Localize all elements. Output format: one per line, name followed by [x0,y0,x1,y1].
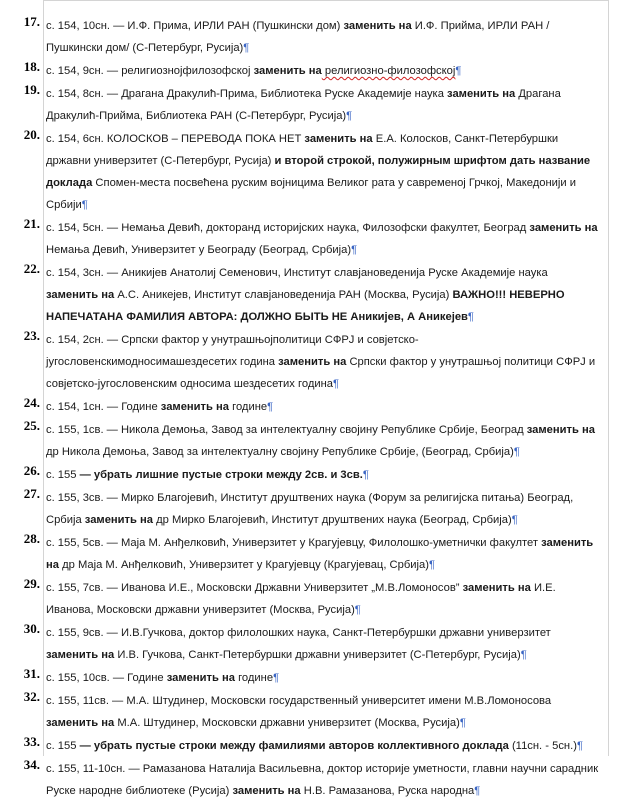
list-item [0,464,631,486]
pilcrow-mark: ¶ [346,110,353,122]
text-run: А.С. Аникејев, Институт славјановеденија РАН (Москва, Русија) [114,289,453,301]
list-item [0,758,631,802]
list-item [0,60,631,82]
list-item [0,128,631,216]
list-number: 27. [23,486,40,501]
text-run: с. 154, 2сн. — Српски фактор у унутрашњојполитици СФРЈ и совјетско-југословенскимодносимашездесетих година [46,334,419,368]
entry-text[interactable] [46,577,602,621]
text-run: И.Ф. Прийма, ИРЛИ РАН /Пушкински дом/ (С-Петербург, Русија) [46,20,550,54]
text-run: Спомен-места посвећена руским војницима Великог рата у савременој Грчкој, Македонији и Србији [46,177,580,211]
list-item [0,329,631,395]
pilcrow-mark: ¶ [267,401,274,413]
list-number: 31. [23,666,40,681]
document-body [0,14,631,808]
pilcrow-mark: ¶ [520,649,527,661]
entry-text[interactable] [46,667,602,689]
list-item [0,735,631,757]
pilcrow-mark: ¶ [459,717,466,729]
text-run: године [234,672,274,684]
text-run: М.А. Штудинер, Московски државни универзитет (Москва, Русија) [114,717,460,729]
list-number: 21. [23,216,40,231]
pilcrow-mark: ¶ [333,378,340,390]
list-number: 32. [23,689,40,704]
pilcrow-mark: ¶ [474,785,481,797]
text-run: с. 155, 5св. — Маја М. Анђелковић, Универзитет у Крагујевцу, Филолошко-уметнички факултет [46,537,542,549]
entry-text[interactable] [46,262,602,328]
pilcrow-mark: ¶ [354,604,361,616]
pilcrow-mark: ¶ [576,740,583,752]
entry-text[interactable] [46,329,602,395]
text-run: с. 155, 10св. — Године [46,672,167,684]
instruction-text: заменить на [160,401,229,413]
pilcrow-mark: ¶ [81,199,88,211]
entry-text[interactable] [46,735,602,757]
pilcrow-mark: ¶ [273,672,280,684]
text-run: Н.В. Рамазанова, Руска народна [300,785,475,797]
text-run: с. 155 [46,469,80,481]
text-run: др Мирко Благојевић, Институт друштвених наука (Београд, Србија) [153,514,512,526]
entry-text[interactable] [46,396,602,418]
pilcrow-mark: ¶ [513,446,520,458]
text-run: с. 154, 1сн. — Године [46,401,161,413]
instruction-text: — убрать лишние пустые строки между 2св. и 3св. [79,469,363,481]
instruction-text: заменить на [447,88,516,100]
text-run: Драгана Дракулић-Прийма, Библиотека РАН (С-Петербург, Русија) [46,88,564,122]
list-number: 24. [23,395,40,410]
list-item [0,83,631,127]
text-run: године [229,401,268,413]
instruction-text: заменить на [526,424,595,436]
instruction-text: заменить на [46,649,115,661]
text-run: И.В. Гучкова, Санкт-Петербуршки државни универзитет (С-Петербург, Русија) [114,649,521,661]
entry-text[interactable] [46,758,602,802]
instruction-text: заменить на [343,20,412,32]
text-run: с. 155, 3св. — Мирко Благојевић, Институт друштвених наука (Форум за религијска питања) Београд, Србија [46,492,577,526]
instruction-text: заменить на [46,537,597,571]
list-number: 28. [23,531,40,546]
text-run: с. 155, 7св. — Иванова И.Е., Московски Државни Универзитет „М.В.Ломоносов” [46,582,463,594]
list-number: 26. [23,463,40,478]
text-run: с. 154, 9сн. — религиознојфилозофској [46,65,254,77]
text-run: с. 155, 11-10сн. — Рамазанова Наталија Васильевна, доктор историје уметности, главни научни сарадник Руске народне библиотеке (Русија) [46,763,602,797]
pilcrow-mark: ¶ [511,514,518,526]
pilcrow-mark: ¶ [428,559,435,571]
pilcrow-mark: ¶ [243,42,250,54]
list-number: 17. [23,14,40,29]
entry-text[interactable] [46,622,602,666]
list-number: 30. [23,621,40,636]
pilcrow-mark: ¶ [455,65,462,77]
list-item [0,15,631,59]
instruction-text: заменить на [529,222,598,234]
list-number: 34. [23,757,40,772]
text-run: с. 154, 8сн. — Драгана Дракулић-Прима, Библиотека Руске Академије наука [46,88,448,100]
text-run: с. 154, 5сн. — Немања Девић, докторанд историјских наука, Филозофски факултет, Београд [46,222,530,234]
list-number: 18. [23,59,40,74]
entry-text[interactable] [46,83,602,127]
text-run: Е.А. Колосков, Санкт-Петербуршки државни универзитет (С-Петербург, Русија) [46,133,562,167]
instruction-text: заменить на [278,356,347,368]
text-run: с. 155, 9св. — И.В.Гучкова, доктор филолошких наука, Санкт-Петербуршки државни универзитет [46,627,554,639]
text-run: др Никола Демоња, Завод за интелектуалну својину Републике Србије, (Београд, Србија) [46,424,599,458]
text-run: Српски фактор у унутрашњој политици СФРЈ и совјетско-југословенским односима шездесетих година [46,356,599,390]
entry-text[interactable] [46,487,602,531]
list-number: 29. [23,576,40,591]
entry-text[interactable] [46,419,602,463]
list-number: 25. [23,418,40,433]
list-item [0,217,631,261]
list-item [0,690,631,734]
instruction-text: заменить на [166,672,235,684]
list-item [0,419,631,463]
entry-text[interactable] [46,15,602,59]
list-number: 33. [23,734,40,749]
entry-text[interactable] [46,60,602,82]
text-run: с. 154, 3сн. — Аникијев Анатолиј Семенович, Институт славјановедениjа Руске Академије наука [46,267,551,279]
instruction-text: заменить на [232,785,301,797]
list-number: 19. [23,82,40,97]
entry-text[interactable] [46,464,602,486]
list-item [0,667,631,689]
text-run: с. 154, 10сн. — И.Ф. Прима, ИРЛИ РАН (Пушкински дом) [46,20,344,32]
list-number: 22. [23,261,40,276]
text-run: религиозно-филозофској [321,65,456,77]
pilcrow-mark: ¶ [362,469,369,481]
list-item [0,532,631,576]
text-run: Немања Девић, Универзитет у Београду (Београд, Србија) [46,222,601,256]
list-item [0,262,631,328]
instruction-text: заменить на [46,717,115,729]
text-run: И.Е. Иванова, Московски државни универзитет (Москва, Русија) [46,582,559,616]
list-item [0,487,631,531]
entry-text[interactable] [46,532,602,576]
pilcrow-mark: ¶ [467,311,474,323]
text-run: (11сн. - 5сн.) [508,740,577,752]
entry-text[interactable] [46,128,602,216]
instruction-text: и второй строкой, полужирным шрифтом дать название доклада [46,155,594,189]
text-run: с. 155 [46,740,80,752]
entry-text[interactable] [46,217,602,261]
pilcrow-mark: ¶ [351,244,358,256]
instruction-text: заменить на [253,65,322,77]
text-run: с. 155, 1св. — Никола Демоња, Завод за интелектуалну својину Републике Србије, Београд [46,424,527,436]
list-number: 20. [23,127,40,142]
instruction-text: ВАЖНО!!! НЕВЕРНО НАПЕЧАТАНА ФАМИЛИЯ АВТОРА: ДОЛЖНО БЫТЬ НЕ Аникијев, А Аникејев [46,289,568,323]
list-number: 23. [23,328,40,343]
text-run: с. 154, 6сн. КОЛОСКОВ – ПЕРЕВОДА ПОКА НЕТ [46,133,305,145]
list-item [0,577,631,621]
text-run: с. 155, 11св. — М.А. Штудинер, Московски государственный университет имени М.В.Ломоносова [46,695,555,707]
list-item [0,396,631,418]
instruction-text: заменить на [46,289,115,301]
instruction-text: заменить на [84,514,153,526]
list-item [0,622,631,666]
entry-text[interactable] [46,690,602,734]
instruction-text: — убрать пустые строки между фамилиями авторов коллективного доклада [79,740,509,752]
text-run: др Маја М. Анђелковић, Универзитет у Крагујевцу (Крагујевац, Србија) [58,559,429,571]
page-border-top [43,0,609,1]
instruction-text: заменить на [462,582,531,594]
instruction-text: заменить на [304,133,373,145]
